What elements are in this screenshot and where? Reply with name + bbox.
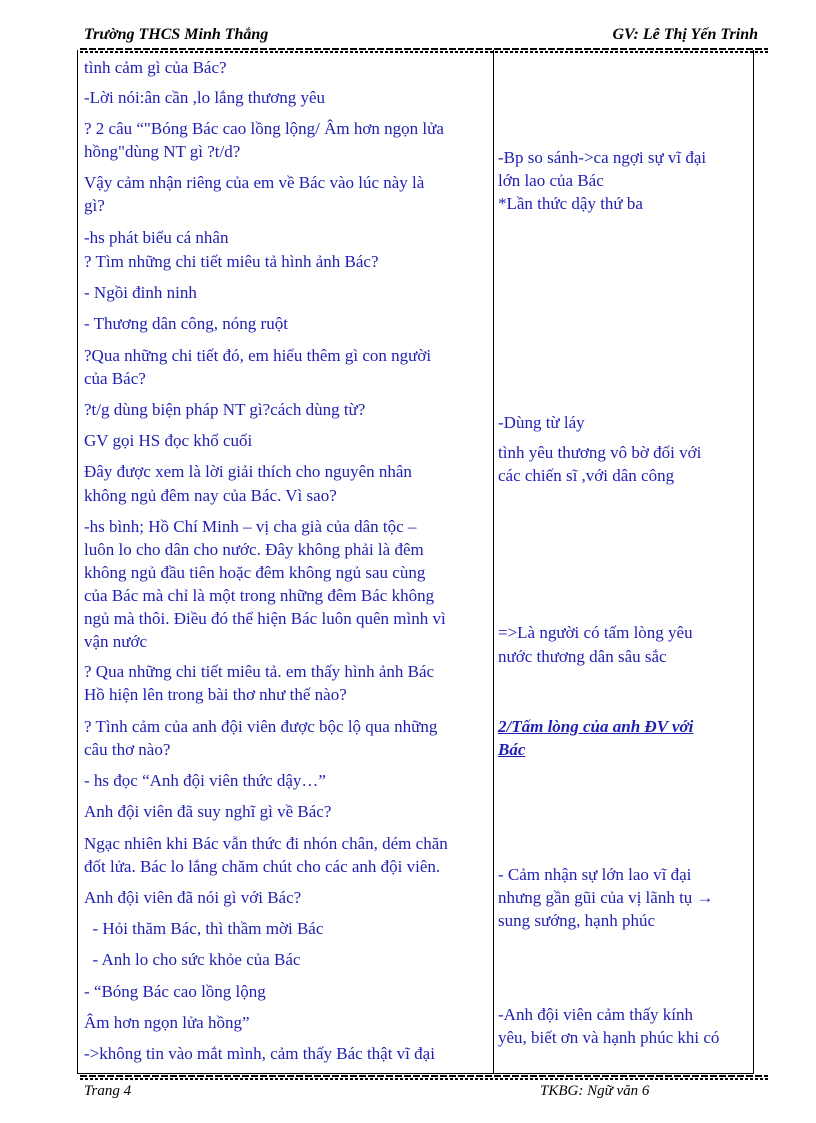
left-line: Âm hơn ngọn lửa hồng” [84,1013,250,1032]
right-line: nhưng gần gũi của vị lãnh tụ → [498,888,714,907]
left-line: của Bác mà chỉ là một trong những đêm Bác không [84,586,435,605]
left-line: đốt lửa. Bác lo lắng chăm chút cho các anh đội viên. [84,857,441,876]
left-line: ? Tình cảm của anh đội viên được bộc lộ qua những [84,717,438,736]
left-line: ?Qua những chi tiết đó, em hiểu thêm gì con người [84,346,432,365]
teacher-name: GV: Lê Thị Yến Trinh [612,26,758,43]
right-line: *Lần thức dậy thứ ba [498,194,643,213]
right-line: sung sướng, hạnh phúc [498,911,656,930]
right-line: -Dùng từ láy [498,413,585,432]
left-line: -hs bình; Hồ Chí Minh – vị cha già của dân tộc – [84,517,417,536]
left-line: của Bác? [84,369,146,388]
left-line: Đây được xem là lời giải thích cho nguyên nhân [84,462,412,481]
left-line: - Hỏi thăm Bác, thì thầm mời Bác [84,919,324,938]
column-divider [493,50,494,1074]
right-line: -Anh đội viên cảm thấy kính [498,1005,693,1024]
left-line: gì? [84,196,105,215]
left-line: Anh đội viên đã suy nghĩ gì về Bác? [84,802,332,821]
left-line: ? Qua những chi tiết miêu tả. em thấy hình ảnh Bác [84,662,435,681]
left-line: - “Bóng Bác cao lồng lộng [84,982,266,1001]
left-line: - Ngồi đinh ninh [84,283,197,302]
left-line: ->không tin vào mắt mình, cảm thấy Bác thật vĩ đại [84,1044,435,1063]
right-line: tình yêu thương vô bờ đối với [498,443,702,462]
left-line: không ngủ đầu tiên hoặc đêm không ngủ sau cùng [84,563,426,582]
left-line: GV gọi HS đọc khổ cuối [84,431,253,450]
right-line: lớn lao của Bác [498,171,604,190]
right-line: nước thương dân sâu sắc [498,647,667,666]
school-name: Trường THCS Minh Thắng [84,26,269,43]
left-line: Hồ hiện lên trong bài thơ như thế nào? [84,685,347,704]
footer-rule [80,1075,768,1077]
left-line: luôn lo cho dân cho nước. Đây không phải là đêm [84,540,424,559]
section-heading: 2/Tấm lòng của anh ĐV với [498,717,694,736]
right-line: -Bp so sánh->ca ngợi sự vĩ đại [498,148,707,167]
left-line: hồng"dùng NT gì ?t/d? [84,142,241,161]
left-line: Anh đội viên đã nói gì với Bác? [84,888,302,907]
left-line: - Thương dân công, nóng ruột [84,314,288,333]
left-line: câu thơ nào? [84,740,171,759]
left-line: -hs phát biểu cá nhân [84,228,229,247]
page-header [84,26,758,46]
section-heading: Bác [498,740,526,759]
right-line: yêu, biết ơn và hạnh phúc khi có [498,1028,720,1047]
left-line: -Lời nói:ân cần ,lo lắng thương yêu [84,88,326,107]
left-line: ngủ mà thôi. Điều đó thể hiện Bác luôn quên mình vì [84,609,446,628]
left-line: không ngủ đêm nay của Bác. Vì sao? [84,486,337,505]
right-line: các chiến sĩ ,với dân công [498,466,675,485]
left-line: - hs đọc “Anh đội viên thức dậy…” [84,771,326,790]
footer-rule-dotted [80,1078,768,1080]
left-line: tình cảm gì của Bác? [84,58,227,77]
page-number: Trang 4 [84,1083,132,1099]
left-line: ? 2 câu “"Bóng Bác cao lồng lộng/ Âm hơn ngọn lửa [84,119,444,138]
left-line: Ngạc nhiên khi Bác vẫn thức đi nhón chân, dém chăn [84,834,448,853]
left-line: ?t/g dùng biện pháp NT gì?cách dùng từ? [84,400,366,419]
right-line: =>Là người có tấm lòng yêu [498,623,693,642]
document-name: TKBG: Ngữ văn 6 [540,1083,650,1099]
left-line: vận nước [84,632,148,651]
left-line: ? Tìm những chi tiết miêu tả hình ảnh Bác? [84,252,379,271]
right-line: - Cảm nhận sự lớn lao vĩ đại [498,865,692,884]
left-line: - Anh lo cho sức khỏe của Bác [84,950,301,969]
left-line: Vậy cảm nhận riêng của em về Bác vào lúc này là [84,173,425,192]
